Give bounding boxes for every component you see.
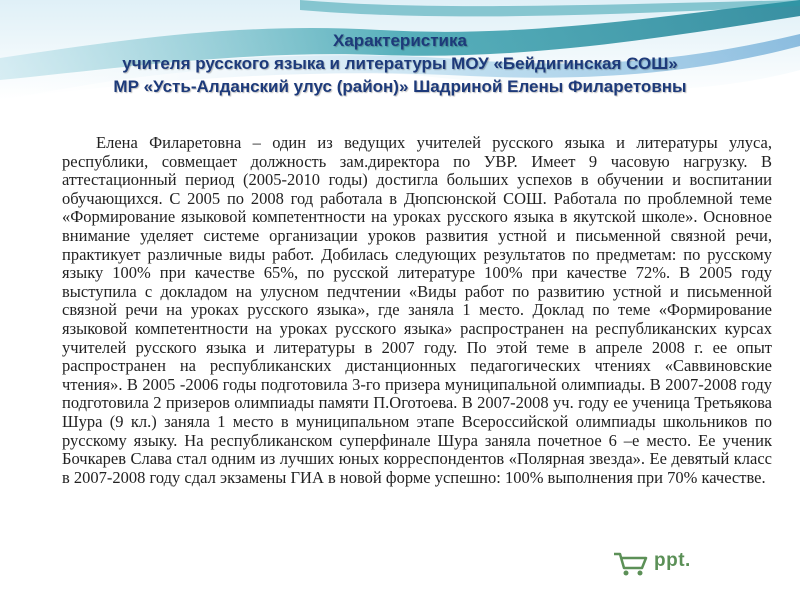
logo-text: ppt. [654,550,691,571]
cart-icon [610,548,650,578]
title-line-1: Характеристика [333,31,467,50]
site-logo [610,548,770,578]
characteristic-text: Елена Филаретовна – один из ведущих учителей русского языка и литературы улуса, республики, совмещает должность зам.директора по УВР. Имеет 9 часовую нагрузку. В аттестационный период (2005-2010 годы) достигла больших успехов в обучении и воспитании обучающихся. С 2005 по 2008 год работала в Дюпсюнской СОШ. Работала по проблемной теме «Формирование языковой компетентности на уроках русского языка в якутской школе». Основное внимание уделяет системе организации уроков развития устной и письменной связной речи, практикует различные виды работ. Добилась следующих результатов по предметам: по русскому языку 100% при качестве 65%, по русской литературе 100% при качестве 72%. В 2005 году выступила с докладом на улусном педчтении «Виды работ по развитию устной и письменной связной речи на уроках русского языка», где заняла 1 место. Доклад по теме «Формирование языковой компетентности на уроках русского языка» распространен на республиканских курсах учителей русского языка и литературы в 2007 году. По этой теме в апреле 2008 г. ее опыт распространен на республиканских дистанционных педагогических чтениях «Саввиновские чтения». В 2005 -2006 годы подготовила 3-го призера муниципальной олимпиады. В 2007-2008 году подготовила 2 призеров олимпиады памяти П.Оготоева. В 2007-2008 уч. году ее ученица Третьякова Шура (9 кл.) заняла 1 место в муниципальном этапе Всероссийской олимпиады школьников по русскому языку. На республиканском суперфинале Шура заняла почетное 6 –е место. Ее ученик Бочкарев Слава стал одним из лучших юных корреспондентов «Полярная звезда». Ее девятый класс в 2007-2008 году сдал экзамены ГИА в новой форме успешно: 100% выполнения при 70% качестве. [62,133,772,487]
title-line-3: МР «Усть-Алданский улус (район)» Шадриной Елены Филаретовны [113,77,687,96]
slide-title [20,30,780,98]
title-line-2: учителя русского языка и литературы МОУ «Бейдигинская СОШ» [122,54,678,73]
